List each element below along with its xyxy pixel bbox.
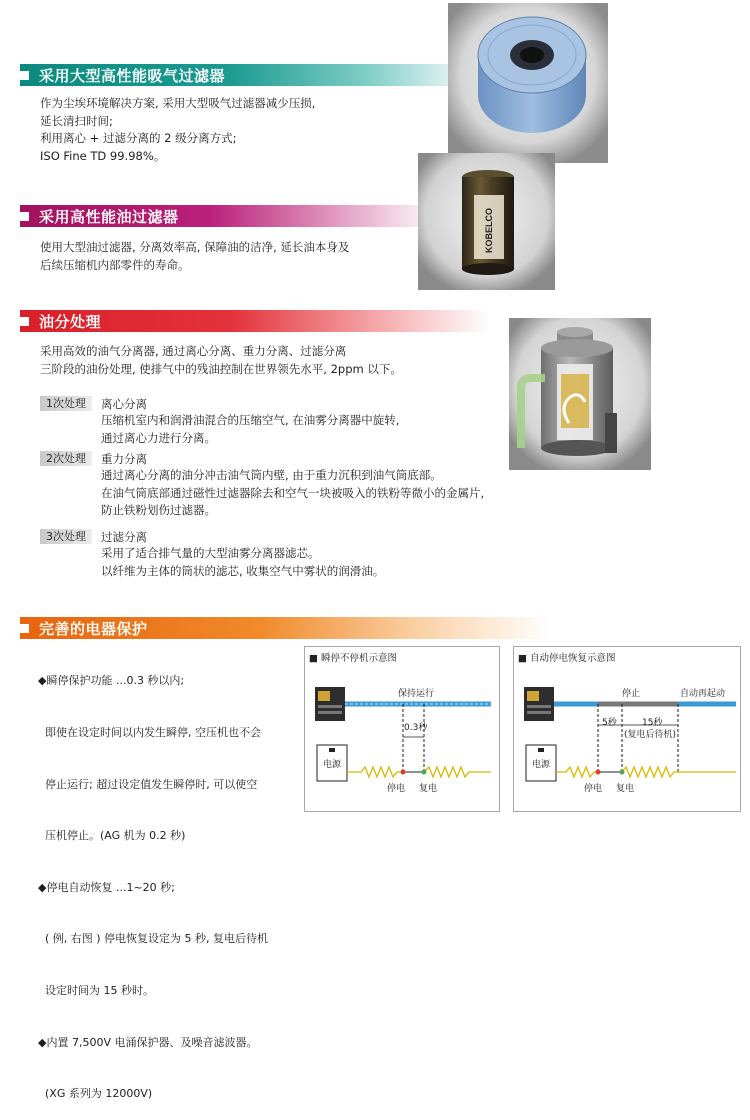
power-label: 电源: [532, 760, 551, 770]
electrical-text: [38, 638, 268, 1120]
delay-label: 5秒: [602, 718, 617, 728]
restore-label: 复电: [419, 784, 438, 794]
text-line: ISO Fine TD 99.98%。: [40, 148, 166, 163]
stage-name: 重力分离: [101, 452, 147, 466]
standby-note: (复电后待机): [624, 730, 677, 740]
section-header-oil-filter: [20, 205, 440, 227]
bullet-square-icon: [20, 71, 29, 80]
text-line: 后续压缩机内部零件的寿命。: [40, 257, 190, 272]
section-title: 完善的电器保护: [39, 619, 148, 638]
text-line: 通过离心分离的油分冲击油气筒内壁, 由于重力沉积到油气筒底部。: [101, 468, 442, 482]
text-line: ◆停电自动恢复 ...1~20 秒;: [38, 880, 175, 894]
restart-label: 自动再起动: [680, 689, 726, 699]
text-line: 在油气筒底部通过磁性过滤器除去和空气一块被吸入的铁粉等微小的金属片,: [101, 485, 485, 500]
diagram-momentary-outage: [304, 646, 500, 812]
diagram-title: ■ 瞬停不停机示意图: [309, 653, 397, 664]
text-line: 采用了适合排气量的大型油雾分离器滤芯。: [101, 546, 320, 560]
time-label: 0.3秒: [404, 723, 428, 733]
section-title: 采用大型高性能吸气过滤器: [39, 66, 226, 85]
stage-description: [101, 545, 384, 580]
text-line: 压机停止。(AG 机为 0.2 秒): [38, 829, 186, 843]
stage-tag: 2次处理: [40, 451, 92, 466]
text-line: 延长清扫时间;: [40, 113, 113, 128]
section-title: 采用高性能油过滤器: [39, 207, 179, 226]
text-line: 即使在设定时间以内发生瞬停, 空压机也不会: [38, 726, 261, 740]
stage-name: 过滤分离: [101, 530, 147, 544]
text-line: (XG 系列为 12000V): [38, 1087, 153, 1101]
stage-description: [101, 412, 399, 447]
text-line: 以纤维为主体的筒状的滤芯, 收集空气中雾状的润滑油。: [101, 563, 385, 578]
text-line: 作为尘埃环境解决方案, 采用大型吸气过滤器减少压损,: [40, 96, 316, 110]
text-line: ( 例, 右图 ) 停电恢复设定为 5 秒, 复电后待机: [38, 932, 269, 946]
text-line: 使用大型油过滤器, 分离效率高, 保障油的洁净, 延长油本身及: [40, 240, 350, 254]
bullet-square-icon: [20, 317, 29, 326]
section-header-oil-separation: [20, 310, 490, 332]
standby-label: 15秒: [642, 718, 663, 728]
intake-filter-image: [448, 3, 608, 163]
bullet-square-icon: [20, 624, 29, 633]
text-line: 通过离心力进行分离。: [101, 430, 216, 445]
section-title: 油分处理: [39, 312, 102, 331]
stop-label: 停止: [622, 689, 641, 699]
diagram-auto-restart: [513, 646, 741, 812]
text-line: 采用高效的油气分离器, 通过离心分离、重力分离、过滤分离: [40, 344, 347, 358]
text-line: 设定时间为 15 秒时。: [38, 984, 154, 998]
text-line: 压缩机室内和润滑油混合的压缩空气, 在油雾分离器中旋转,: [101, 413, 400, 427]
text-line: 三阶段的油份处理, 使排气中的残油控制在世界领先水平, 2ppm 以下。: [40, 361, 402, 376]
stage-tag: 3次处理: [40, 529, 92, 544]
oil-separation-intro: [40, 343, 402, 378]
text-line: 利用离心 + 过滤分离的 2 级分离方式;: [40, 131, 237, 145]
outage-label: 停电: [387, 784, 406, 794]
run-label: 保持运行: [398, 689, 435, 699]
stage-description: [101, 467, 484, 520]
oil-filter-image: [418, 153, 555, 290]
oil-filter-text: [40, 239, 349, 274]
stage-name: 离心分离: [101, 397, 147, 411]
outage-label: 停电: [584, 784, 603, 794]
kobelco-logo: KOBELCO: [484, 208, 494, 253]
text-line: ◆内置 7,500V 电涌保护器、及噪音滤波器。: [38, 1035, 258, 1049]
diagram-title: ■ 自动停电恢复示意图: [518, 653, 616, 664]
section-header-intake-filter: [20, 64, 480, 86]
oil-separator-image: [509, 318, 651, 470]
intake-filter-text: [40, 95, 315, 165]
bullet-square-icon: [20, 212, 29, 221]
text-line: ◆瞬停保护功能 ...0.3 秒以内;: [38, 674, 185, 688]
power-label: 电源: [323, 760, 342, 770]
restore-label: 复电: [616, 784, 635, 794]
stage-tag: 1次处理: [40, 396, 92, 411]
text-line: 停止运行; 超过设定值发生瞬停时, 可以使空: [38, 777, 258, 791]
section-header-electrical: [20, 617, 550, 639]
text-line: 防止铁粉划伤过滤器。: [101, 503, 216, 517]
